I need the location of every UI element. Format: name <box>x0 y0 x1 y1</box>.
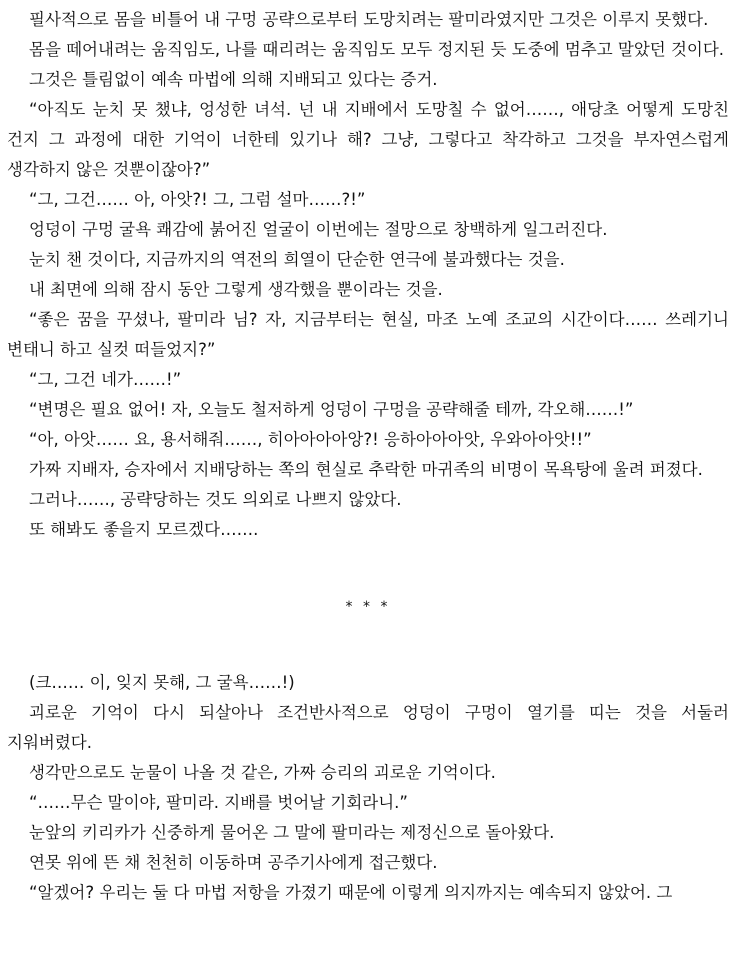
text-after-separator <box>7 668 729 908</box>
paragraph: 몸을 떼어내려는 움직임도, 나를 때리려는 움직임도 모두 정지된 듯 도중에 멈추고 말았던 것이다. <box>29 40 725 59</box>
paragraph: 필사적으로 몸을 비틀어 내 구멍 공략으로부터 도망치려는 팔미라였지만 그것은 이루지 못했다. <box>29 10 709 29</box>
paragraph: 눈치 챈 것이다, 지금까지의 역전의 희열이 단순한 연극에 불과했다는 것을. <box>29 250 565 269</box>
paragraph: “아, 아앗…… 요, 용서해줘……, 히아아아아앙?! 응하아아아앗, 우와아아앗!!” <box>29 430 592 449</box>
paragraph: “그, 그건…… 아, 아앗?! 그, 그럼 설마……?!” <box>29 190 366 209</box>
paragraph: 내 최면에 의해 잠시 동안 그렇게 생각했을 뿐이라는 것을. <box>29 280 443 299</box>
paragraph: 눈앞의 키리카가 신중하게 물어온 그 말에 팔미라는 제정신으로 돌아왔다. <box>29 823 555 842</box>
paragraph: “좋은 꿈을 꾸셨나, 팔미라 님? 자, 지금부터는 현실, 마조 노예 조교의 시간이다…… 쓰레기니 변태니 하고 실컷 떠들었지?” <box>7 310 729 359</box>
paragraph: 연못 위에 뜬 채 천천히 이동하며 공주기사에게 접근했다. <box>29 853 438 872</box>
text-before-separator <box>7 5 729 545</box>
scene-separator: * * * <box>345 599 391 615</box>
paragraph: 그러나……, 공략당하는 것도 의외로 나쁘지 않았다. <box>29 490 402 509</box>
paragraph: 그것은 틀림없이 예속 마법에 의해 지배되고 있다는 증거. <box>29 70 438 89</box>
paragraph: 엉덩이 구멍 굴욕 쾌감에 붉어진 얼굴이 이번에는 절망으로 창백하게 일그러진다. <box>29 220 608 239</box>
paragraph: 가짜 지배자, 승자에서 지배당하는 쪽의 현실로 추락한 마귀족의 비명이 목욕탕에 울려 퍼졌다. <box>29 460 703 479</box>
paragraph: 괴로운 기억이 다시 되살아나 조건반사적으로 엉덩이 구멍이 열기를 띠는 것을 서둘러 지워버렸다. <box>7 703 729 752</box>
paragraph: “변명은 필요 없어! 자, 오늘도 철저하게 엉덩이 구멍을 공략해줄 테까, 각오해……!” <box>29 400 634 419</box>
paragraph: 또 해봐도 좋을지 모르겠다……. <box>29 520 259 539</box>
paragraph: “……무슨 말이야, 팔미라. 지배를 벗어날 기회라니.” <box>29 793 408 812</box>
paragraph: 생각만으로도 눈물이 나올 것 같은, 가짜 승리의 괴로운 기억이다. <box>29 763 496 782</box>
paragraph: “알겠어? 우리는 둘 다 마법 저항을 가졌기 때문에 이렇게 의지까지는 예속되지 않았어. 그 <box>29 883 673 902</box>
paragraph: “그, 그건 네가……!” <box>29 370 182 389</box>
paragraph: “아직도 눈치 못 챘냐, 엉성한 녀석. 넌 내 지배에서 도망칠 수 없어……, 애당초 어떻게 도망친 건지 그 과정에 대한 기억이 너한테 있기나 해? 그냥, 그렇다고 착각하고 그것을 부자연스럽게 생각하지 않은 것뿐이잖아?” <box>7 100 729 179</box>
paragraph: (크…… 이, 잊지 못해, 그 굴욕……!) <box>29 673 295 692</box>
